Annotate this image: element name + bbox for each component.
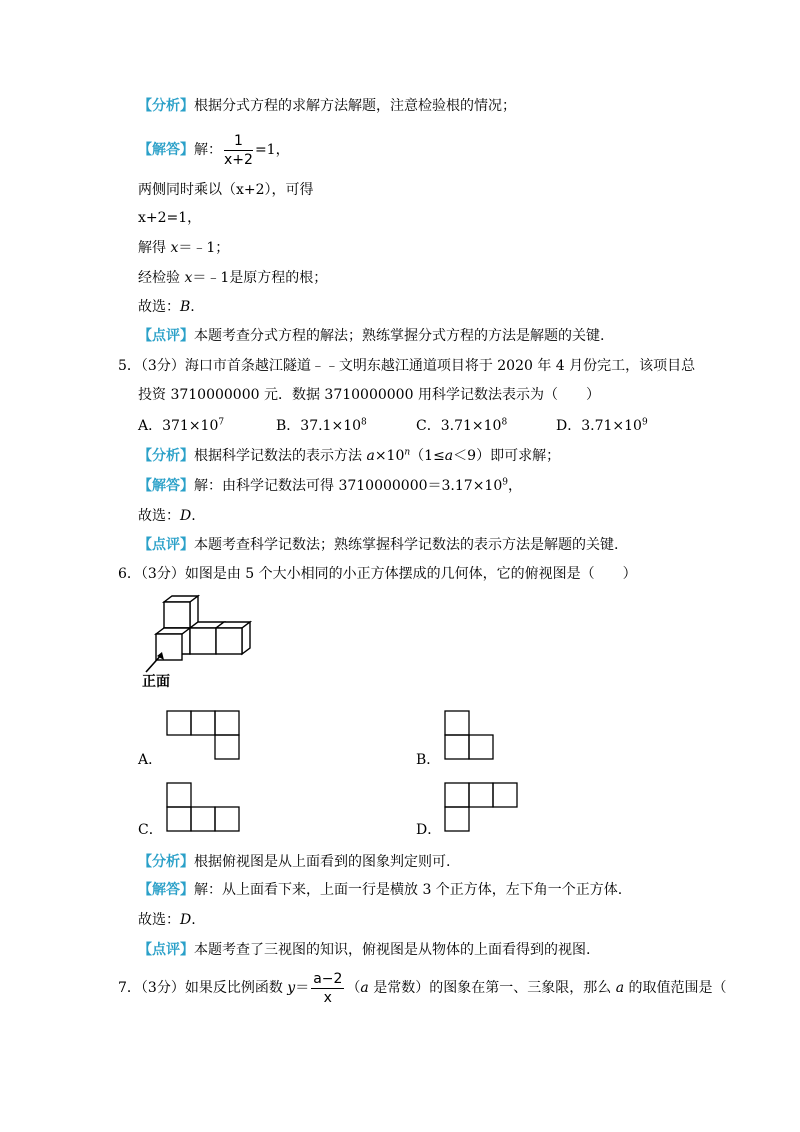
q4-step4-post: ＝﹣1是原方程的根； bbox=[192, 270, 328, 286]
q7-stem-pre: （3分）如果反比例函数 bbox=[140, 980, 288, 996]
analysis-tag: 【分析】 bbox=[138, 98, 194, 114]
cube-front-face bbox=[216, 628, 242, 654]
q4-analysis bbox=[138, 96, 516, 116]
comment-tag: 【点评】 bbox=[138, 328, 194, 344]
q5-analysis-post1: （1≤ bbox=[410, 448, 445, 464]
answer-tag: 【解答】 bbox=[138, 142, 194, 158]
q5-choice bbox=[138, 506, 196, 526]
answer-tag: 【解答】 bbox=[138, 478, 194, 494]
q5-analysis bbox=[138, 446, 560, 466]
q5-option-d-text: D．3.71×10 bbox=[556, 418, 642, 434]
q6-option-b-label: B． bbox=[416, 752, 441, 768]
q7-y: y bbox=[287, 980, 296, 996]
q4-step3-var: x bbox=[170, 240, 179, 256]
q4-step4-var: x bbox=[184, 270, 193, 286]
q7-stem bbox=[118, 970, 727, 1006]
q5-option-c bbox=[416, 416, 507, 436]
q6-option-a-label: A． bbox=[138, 752, 163, 768]
q5-answer bbox=[138, 476, 522, 496]
q5-answer-exp: 9 bbox=[502, 477, 508, 488]
q6-choice-letter: D bbox=[180, 912, 192, 928]
q6-choice bbox=[138, 910, 196, 930]
q6-analysis-text: 根据俯视图是从上面看到的图象判定则可. bbox=[194, 854, 451, 870]
q4-step3-pre: 解得 bbox=[138, 240, 171, 256]
q4-comment-text: 本题考查分式方程的解法；熟练掌握分式方程的方法是解题的关键. bbox=[194, 328, 605, 344]
q4-comment bbox=[138, 326, 604, 346]
q4-fraction bbox=[224, 133, 253, 168]
q7-a1: a bbox=[360, 980, 369, 996]
cube-front-face bbox=[190, 628, 216, 654]
q5-choice-post: . bbox=[191, 508, 196, 524]
q4-step2: x+2=1， bbox=[138, 210, 202, 226]
q5-choice-pre: 故选： bbox=[138, 508, 180, 524]
q4-step4 bbox=[138, 268, 327, 288]
q5-stem-line1 bbox=[118, 356, 695, 376]
q5-analysis-mid: ×10 bbox=[374, 448, 405, 464]
q4-choice-letter: B bbox=[180, 299, 191, 315]
q6-answer bbox=[138, 880, 622, 900]
q7-fraction-denominator: x bbox=[323, 989, 332, 1006]
q4-fraction-numerator: 1 bbox=[224, 133, 253, 151]
q6-stem-text: （3分）如图是由 5 个大小相同的小正方体摆成的几何体，它的俯视图是（ ） bbox=[140, 566, 637, 582]
q7-fraction-numerator: a−2 bbox=[313, 970, 343, 987]
analysis-tag: 【分析】 bbox=[138, 854, 194, 870]
q5-analysis-post2: ＜9）即可求解； bbox=[453, 448, 561, 464]
q4-answer-prefix: 解： bbox=[194, 142, 222, 158]
q5-option-a-exp: 7 bbox=[218, 417, 225, 428]
q6-option-b-figure bbox=[444, 710, 496, 762]
front-label: 正面 bbox=[142, 674, 170, 690]
answer-tag: 【解答】 bbox=[138, 882, 194, 898]
q4-step4-pre: 经检验 bbox=[138, 270, 185, 286]
q5-stem-text1: （3分）海口市首条越江隧道﹣﹣文明东越江通道项目将于 2020 年 4 月份完工，该项目总 bbox=[140, 358, 696, 374]
q4-fraction-denominator: x+2 bbox=[224, 151, 253, 168]
q5-stem-line2: 投资 3710000000 元．数据 3710000000 用科学记数法表示为（ ） bbox=[138, 387, 600, 403]
q4-analysis-text: 根据分式方程的求解方法解题，注意检验根的情况； bbox=[194, 98, 516, 114]
q4-step3 bbox=[138, 238, 229, 258]
q6-option-d-figure bbox=[444, 782, 520, 834]
q7-a2: a bbox=[615, 980, 625, 996]
q4-step1: 两侧同时乘以（x+2），可得 bbox=[138, 182, 314, 198]
q5-number: 5． bbox=[118, 358, 141, 374]
q5-analysis-n: n bbox=[404, 447, 411, 458]
q7-number: 7． bbox=[118, 980, 141, 996]
q5-analysis-a: a bbox=[366, 448, 375, 464]
q5-answer-text: 解：由科学记数法可得 3710000000＝3.17×10 bbox=[194, 478, 503, 494]
q6-option-c-figure bbox=[166, 782, 242, 834]
q5-option-a bbox=[138, 416, 224, 436]
q6-stem bbox=[118, 564, 637, 584]
q5-comment-text: 本题考查科学记数法；熟练掌握科学记数法的表示方法是解题的关键. bbox=[194, 537, 619, 553]
q6-answer-text: 解：从上面看下来，上面一行是横放 3 个正方体，左下角一个正方体. bbox=[194, 882, 623, 898]
q5-answer-post: ， bbox=[507, 478, 522, 494]
q5-option-b-exp: 8 bbox=[361, 417, 367, 428]
q6-choice-pre: 故选： bbox=[138, 912, 180, 928]
q7-paren-open: （ bbox=[346, 980, 361, 996]
q5-analysis-a2: a bbox=[444, 448, 454, 464]
q5-option-d-exp: 9 bbox=[641, 417, 648, 428]
q5-option-d bbox=[556, 416, 648, 436]
q5-comment bbox=[138, 535, 618, 555]
q5-option-b-text: B．37.1×10 bbox=[276, 418, 362, 434]
q6-choice-post: . bbox=[191, 912, 196, 928]
q4-choice-post: . bbox=[190, 299, 195, 315]
q7-fraction bbox=[311, 971, 344, 1006]
q5-option-a-text: A．371×10 bbox=[138, 418, 219, 434]
comment-tag: 【点评】 bbox=[138, 942, 194, 958]
q5-choice-letter: D bbox=[180, 508, 192, 524]
q7-stem-post: 的取值范围是（ bbox=[624, 980, 727, 996]
q6-option-d-label: D． bbox=[416, 822, 442, 838]
q5-analysis-pre: 根据科学记数法的表示方法 bbox=[194, 448, 367, 464]
q6-number: 6． bbox=[118, 566, 141, 582]
q4-answer bbox=[138, 132, 290, 168]
q4-choice-pre: 故选： bbox=[138, 299, 180, 315]
q4-answer-eq: =1， bbox=[254, 142, 290, 158]
q5-option-c-text: C．3.71×10 bbox=[416, 418, 502, 434]
cube-side-face bbox=[242, 622, 250, 654]
q6-comment-text: 本题考查了三视图的知识，俯视图是从物体的上面看得到的视图. bbox=[194, 942, 591, 958]
q4-step3-post: ＝﹣1； bbox=[178, 240, 230, 256]
q6-analysis bbox=[138, 852, 450, 872]
q4-choice bbox=[138, 297, 195, 317]
q7-eq: ＝ bbox=[295, 980, 310, 996]
q5-option-b bbox=[276, 416, 367, 436]
analysis-tag: 【分析】 bbox=[138, 448, 194, 464]
cube-front-face bbox=[164, 602, 190, 628]
q6-option-c-label: C． bbox=[138, 822, 163, 838]
q6-comment bbox=[138, 940, 590, 960]
q5-option-c-exp: 8 bbox=[501, 417, 508, 428]
q7-stem-mid: 是常数）的图象在第一、三象限，那么 bbox=[368, 980, 616, 996]
comment-tag: 【点评】 bbox=[138, 537, 194, 553]
q6-option-a-figure bbox=[166, 710, 242, 762]
